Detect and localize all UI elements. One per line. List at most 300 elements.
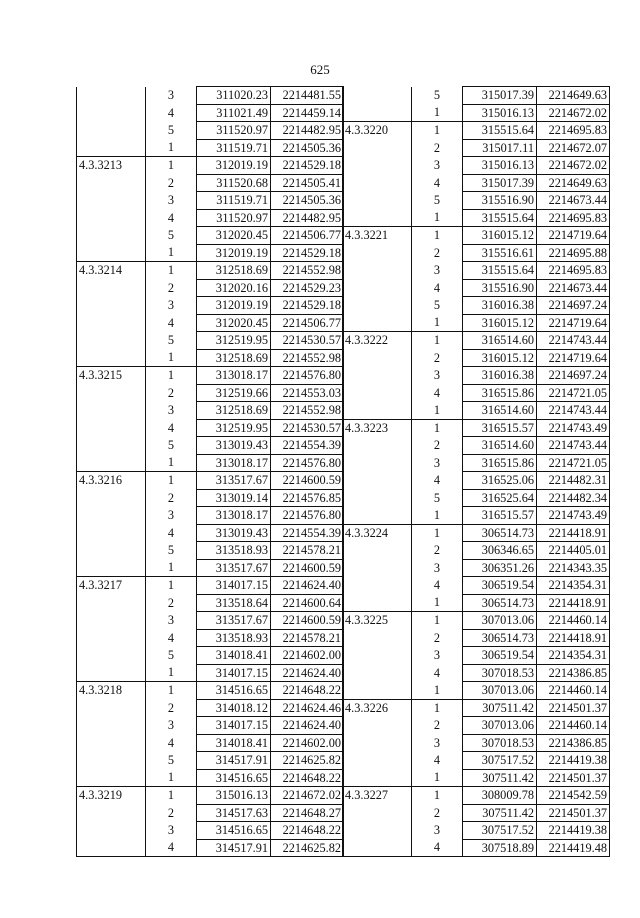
section-id-cell <box>343 489 412 507</box>
x-coordinate-cell: 316525.06 <box>463 472 537 490</box>
y-coordinate-cell: 2214419.38 <box>537 822 610 840</box>
point-number-cell: 1 <box>167 788 175 803</box>
section-id-cell: 4.3.3221 <box>343 227 412 245</box>
x-coordinate-cell: 316514.60 <box>463 437 537 455</box>
x-coordinate-cell: 315516.61 <box>463 244 537 262</box>
table-row <box>343 402 610 420</box>
point-number-cell: 4 <box>433 175 441 190</box>
y-coordinate-cell: 2214386.85 <box>537 664 610 682</box>
table-body <box>343 87 610 857</box>
point-number-cell: 3 <box>167 823 175 837</box>
y-coordinate-cell: 2214482.34 <box>537 489 610 507</box>
x-coordinate-cell: 307013.06 <box>463 612 537 630</box>
y-coordinate-cell: 2214602.00 <box>271 734 344 752</box>
section-id-cell <box>343 209 412 227</box>
y-coordinate-cell: 2214419.38 <box>537 752 610 770</box>
section-id-cell <box>77 769 146 787</box>
y-coordinate-cell: 2214343.35 <box>537 559 610 577</box>
y-coordinate-cell: 2214481.55 <box>271 87 344 105</box>
section-id-cell <box>343 734 412 752</box>
y-coordinate-cell: 2214695.83 <box>537 122 610 140</box>
point-number-cell: 1 <box>412 402 463 420</box>
y-coordinate-cell: 2214529.18 <box>271 157 344 175</box>
point-number-cell: 1 <box>433 420 441 435</box>
section-id-cell <box>77 752 146 770</box>
y-coordinate-cell: 2214649.63 <box>537 87 610 105</box>
x-coordinate-cell: 313018.17 <box>197 454 271 472</box>
table-row <box>77 384 344 402</box>
y-coordinate-cell: 2214672.02 <box>537 157 610 175</box>
y-coordinate-cell: 2214624.40 <box>271 664 344 682</box>
point-number-cell: 1 <box>412 594 463 612</box>
table-row <box>343 122 610 140</box>
y-coordinate-cell: 2214625.82 <box>271 752 344 770</box>
point-number-cell: 2 <box>433 140 441 155</box>
x-coordinate-cell: 312518.69 <box>197 262 271 280</box>
section-id-cell: 4.3.3213 <box>77 157 146 175</box>
section-id-cell <box>343 104 412 122</box>
section-id-cell <box>343 507 412 525</box>
section-id-cell <box>77 349 146 367</box>
y-coordinate-cell: 2214405.01 <box>537 542 610 560</box>
point-number-cell: 4 <box>412 839 463 857</box>
section-id-cell <box>343 454 412 472</box>
point-number-cell: 2 <box>433 718 441 732</box>
y-coordinate-cell: 2214624.46 <box>271 699 344 717</box>
point-number-cell: 5 <box>433 298 441 312</box>
x-coordinate-cell: 312518.69 <box>197 402 271 420</box>
point-number-cell: 4 <box>433 280 441 295</box>
section-id-cell <box>343 664 412 682</box>
table-row <box>77 717 344 735</box>
y-coordinate-cell: 2214529.18 <box>271 297 344 315</box>
point-number-cell: 3 <box>433 263 441 277</box>
y-coordinate-cell: 2214743.44 <box>537 437 610 455</box>
table-row <box>343 227 610 245</box>
x-coordinate-cell: 314517.63 <box>197 804 271 822</box>
section-id-cell <box>77 804 146 822</box>
point-number-cell: 1 <box>167 263 175 278</box>
table-row <box>343 192 610 210</box>
table-row <box>343 384 610 402</box>
point-number-cell: 2 <box>167 385 175 400</box>
page-number: 625 <box>310 62 330 77</box>
x-coordinate-cell: 315516.90 <box>463 279 537 297</box>
point-number-cell: 2 <box>433 630 441 645</box>
table-row <box>343 594 610 612</box>
x-coordinate-cell: 316515.86 <box>463 454 537 472</box>
point-number-cell: 5 <box>433 490 441 505</box>
y-coordinate-cell: 2214648.22 <box>271 682 344 700</box>
y-coordinate-cell: 2214505.36 <box>271 139 344 157</box>
section-id-cell <box>77 192 146 210</box>
section-id-cell <box>343 559 412 577</box>
x-coordinate-cell: 314516.65 <box>197 822 271 840</box>
point-number-cell: 1 <box>146 769 197 787</box>
table-row <box>343 699 610 717</box>
point-number-cell: 5 <box>167 753 175 767</box>
x-coordinate-cell: 308009.78 <box>463 787 537 805</box>
section-id-cell <box>343 717 412 735</box>
x-coordinate-cell: 314017.15 <box>197 664 271 682</box>
y-coordinate-cell: 2214649.63 <box>537 174 610 192</box>
y-coordinate-cell: 2214600.59 <box>271 612 344 630</box>
section-id-cell <box>77 489 146 507</box>
y-coordinate-cell: 2214530.57 <box>271 419 344 437</box>
section-id-cell <box>343 839 412 857</box>
point-number-cell: 5 <box>167 123 175 137</box>
point-number-cell: 4 <box>146 839 197 857</box>
y-coordinate-cell: 2214721.05 <box>537 454 610 472</box>
point-number-cell: 1 <box>146 244 197 262</box>
point-number-cell: 3 <box>433 735 441 750</box>
table-row <box>77 752 344 770</box>
table-row <box>77 314 344 332</box>
x-coordinate-cell: 313018.17 <box>197 507 271 525</box>
y-coordinate-cell: 2214506.77 <box>271 227 344 245</box>
section-id-cell <box>77 139 146 157</box>
table-row <box>77 542 344 560</box>
table-row <box>343 279 610 297</box>
section-id-cell <box>343 384 412 402</box>
table-row <box>77 839 344 857</box>
point-number-cell: 2 <box>167 805 175 820</box>
table-row <box>77 577 344 595</box>
x-coordinate-cell: 307517.52 <box>463 822 537 840</box>
y-coordinate-cell: 2214506.77 <box>271 314 344 332</box>
table-row <box>77 297 344 315</box>
x-coordinate-cell: 315515.64 <box>463 262 537 280</box>
x-coordinate-cell: 312519.95 <box>197 419 271 437</box>
y-coordinate-cell: 2214460.14 <box>537 612 610 630</box>
point-number-cell: 2 <box>433 543 441 557</box>
section-id-cell <box>343 297 412 315</box>
x-coordinate-cell: 315016.13 <box>463 157 537 175</box>
y-coordinate-cell: 2214552.98 <box>271 402 344 420</box>
point-number-cell: 1 <box>433 700 441 715</box>
point-number-cell: 1 <box>412 314 463 332</box>
section-id-cell <box>343 822 412 840</box>
section-id-cell <box>343 682 412 700</box>
table-row <box>343 647 610 665</box>
point-number-cell: 1 <box>167 368 175 383</box>
x-coordinate-cell: 315515.64 <box>463 122 537 140</box>
y-coordinate-cell: 2214600.59 <box>271 472 344 490</box>
table-row <box>343 209 610 227</box>
point-number-cell: 2 <box>433 245 441 260</box>
table-row <box>343 804 610 822</box>
point-number-cell: 1 <box>433 333 441 348</box>
point-number-cell: 3 <box>433 368 441 382</box>
table-row <box>343 174 610 192</box>
x-coordinate-cell: 307518.89 <box>463 839 537 857</box>
section-id-cell <box>343 402 412 420</box>
point-number-cell: 4 <box>167 525 175 540</box>
table-row <box>77 682 344 700</box>
x-coordinate-cell: 311020.23 <box>197 87 271 105</box>
x-coordinate-cell: 306514.73 <box>463 524 537 542</box>
y-coordinate-cell: 2214578.21 <box>271 542 344 560</box>
section-id-cell <box>343 262 412 280</box>
section-id-cell: 4.3.3226 <box>343 699 412 717</box>
point-number-cell: 2 <box>167 700 175 715</box>
point-number-cell: 1 <box>433 525 441 540</box>
y-coordinate-cell: 2214624.40 <box>271 577 344 595</box>
x-coordinate-cell: 312518.69 <box>197 349 271 367</box>
point-number-cell: 4 <box>167 630 175 645</box>
section-id-cell <box>77 524 146 542</box>
x-coordinate-cell: 311520.68 <box>197 174 271 192</box>
x-coordinate-cell: 311519.71 <box>197 139 271 157</box>
y-coordinate-cell: 2214578.21 <box>271 629 344 647</box>
y-coordinate-cell: 2214505.36 <box>271 192 344 210</box>
table-row <box>343 507 610 525</box>
table-row <box>77 87 344 105</box>
point-number-cell: 4 <box>433 473 441 487</box>
point-number-cell: 4 <box>167 420 175 435</box>
y-coordinate-cell: 2214697.24 <box>537 367 610 385</box>
y-coordinate-cell: 2214505.41 <box>271 174 344 192</box>
section-id-cell <box>77 332 146 350</box>
x-coordinate-cell: 315017.39 <box>463 174 537 192</box>
table-row <box>343 262 610 280</box>
section-id-cell <box>77 734 146 752</box>
section-id-cell <box>343 87 412 105</box>
x-coordinate-cell: 315017.11 <box>463 139 537 157</box>
x-coordinate-cell: 316525.64 <box>463 489 537 507</box>
y-coordinate-cell: 2214719.64 <box>537 314 610 332</box>
table-row <box>77 559 344 577</box>
section-id-cell <box>343 647 412 665</box>
section-id-cell <box>77 279 146 297</box>
section-id-cell <box>343 472 412 490</box>
y-coordinate-cell: 2214576.85 <box>271 489 344 507</box>
section-id-cell <box>343 157 412 175</box>
table-row <box>343 822 610 840</box>
section-id-cell <box>77 664 146 682</box>
section-id-cell <box>343 367 412 385</box>
table-row <box>343 682 610 700</box>
x-coordinate-cell: 312020.16 <box>197 279 271 297</box>
section-id-cell <box>343 542 412 560</box>
point-number-cell: 2 <box>167 490 175 505</box>
table-row <box>343 87 610 105</box>
table-row <box>77 629 344 647</box>
section-id-cell: 4.3.3224 <box>343 524 412 542</box>
section-id-cell <box>343 577 412 595</box>
section-id-cell <box>343 244 412 262</box>
section-id-cell <box>77 104 146 122</box>
point-number-cell: 1 <box>146 454 197 472</box>
table-row <box>343 787 610 805</box>
table-row <box>343 314 610 332</box>
section-id-cell <box>77 629 146 647</box>
table-row <box>77 279 344 297</box>
x-coordinate-cell: 311519.71 <box>197 192 271 210</box>
section-id-cell <box>343 314 412 332</box>
x-coordinate-cell: 306514.73 <box>463 629 537 647</box>
table-row <box>77 664 344 682</box>
table-row <box>343 542 610 560</box>
table-row <box>77 139 344 157</box>
section-id-cell <box>343 174 412 192</box>
table-row <box>343 419 610 437</box>
x-coordinate-cell: 316015.12 <box>463 227 537 245</box>
table-row <box>77 454 344 472</box>
table-row <box>77 192 344 210</box>
y-coordinate-cell: 2214460.14 <box>537 717 610 735</box>
y-coordinate-cell: 2214576.80 <box>271 367 344 385</box>
section-id-cell: 4.3.3214 <box>77 262 146 280</box>
y-coordinate-cell: 2214695.88 <box>537 244 610 262</box>
section-id-cell: 4.3.3217 <box>77 577 146 595</box>
point-number-cell: 1 <box>412 507 463 525</box>
point-number-cell: 1 <box>412 209 463 227</box>
point-number-cell: 1 <box>433 123 441 138</box>
y-coordinate-cell: 2214542.59 <box>537 787 610 805</box>
x-coordinate-cell: 311520.97 <box>197 122 271 140</box>
y-coordinate-cell: 2214482.95 <box>271 209 344 227</box>
x-coordinate-cell: 313517.67 <box>197 472 271 490</box>
x-coordinate-cell: 315516.90 <box>463 192 537 210</box>
y-coordinate-cell: 2214719.64 <box>537 227 610 245</box>
x-coordinate-cell: 311021.49 <box>197 104 271 122</box>
x-coordinate-cell: 314018.41 <box>197 647 271 665</box>
point-number-cell: 2 <box>433 350 441 365</box>
table-body <box>77 87 344 857</box>
table-row <box>343 437 610 455</box>
x-coordinate-cell: 313019.43 <box>197 437 271 455</box>
table-row <box>77 472 344 490</box>
y-coordinate-cell: 2214743.49 <box>537 507 610 525</box>
x-coordinate-cell: 306519.54 <box>463 647 537 665</box>
section-id-cell: 4.3.3225 <box>343 612 412 630</box>
point-number-cell: 1 <box>433 228 441 243</box>
point-number-cell: 5 <box>167 228 175 242</box>
table-row <box>77 787 344 805</box>
table-row <box>77 332 344 350</box>
y-coordinate-cell: 2214673.44 <box>537 192 610 210</box>
table-row <box>77 157 344 175</box>
point-number-cell: 2 <box>167 595 175 610</box>
section-id-cell: 4.3.3219 <box>77 787 146 805</box>
table-row <box>77 769 344 787</box>
table-row <box>343 577 610 595</box>
point-number-cell: 1 <box>167 683 175 698</box>
table-row <box>77 402 344 420</box>
point-number-cell: 3 <box>433 455 441 470</box>
y-coordinate-cell: 2214418.91 <box>537 594 610 612</box>
y-coordinate-cell: 2214625.82 <box>271 839 344 857</box>
point-number-cell: 1 <box>146 139 197 157</box>
x-coordinate-cell: 315016.13 <box>197 787 271 805</box>
table-row <box>77 209 344 227</box>
x-coordinate-cell: 312020.45 <box>197 314 271 332</box>
section-id-cell <box>343 349 412 367</box>
section-id-cell <box>77 612 146 630</box>
table-row <box>77 822 344 840</box>
x-coordinate-cell: 316515.57 <box>463 507 537 525</box>
point-number-cell: 1 <box>433 788 441 803</box>
y-coordinate-cell: 2214459.14 <box>271 104 344 122</box>
section-id-cell <box>77 384 146 402</box>
point-number-cell: 5 <box>167 438 175 452</box>
x-coordinate-cell: 314017.15 <box>197 577 271 595</box>
section-id-cell: 4.3.3223 <box>343 419 412 437</box>
x-coordinate-cell: 307013.06 <box>463 682 537 700</box>
point-number-cell: 3 <box>167 508 175 522</box>
section-id-cell <box>77 647 146 665</box>
section-id-cell <box>77 822 146 840</box>
table-row <box>77 244 344 262</box>
section-id-cell: 4.3.3227 <box>343 787 412 805</box>
table-row <box>77 594 344 612</box>
y-coordinate-cell: 2214554.39 <box>271 437 344 455</box>
x-coordinate-cell: 313019.43 <box>197 524 271 542</box>
table-row <box>77 104 344 122</box>
x-coordinate-cell: 306519.54 <box>463 577 537 595</box>
section-id-cell <box>77 699 146 717</box>
point-number-cell: 3 <box>167 298 175 312</box>
y-coordinate-cell: 2214672.02 <box>537 104 610 122</box>
table-row <box>343 524 610 542</box>
x-coordinate-cell: 313518.93 <box>197 629 271 647</box>
x-coordinate-cell: 307018.53 <box>463 734 537 752</box>
section-id-cell <box>343 437 412 455</box>
section-id-cell <box>343 139 412 157</box>
table-row <box>77 804 344 822</box>
table-row <box>343 752 610 770</box>
table-row <box>343 139 610 157</box>
x-coordinate-cell: 312020.45 <box>197 227 271 245</box>
point-number-cell: 5 <box>433 193 441 207</box>
section-id-cell: 4.3.3218 <box>77 682 146 700</box>
x-coordinate-cell: 313518.93 <box>197 542 271 560</box>
point-number-cell: 1 <box>146 559 197 577</box>
x-coordinate-cell: 306346.65 <box>463 542 537 560</box>
y-coordinate-cell: 2214602.00 <box>271 647 344 665</box>
table-row <box>77 174 344 192</box>
x-coordinate-cell: 316015.12 <box>463 314 537 332</box>
x-coordinate-cell: 311520.97 <box>197 209 271 227</box>
x-coordinate-cell: 307511.42 <box>463 769 537 787</box>
y-coordinate-cell: 2214552.98 <box>271 349 344 367</box>
y-coordinate-cell: 2214482.31 <box>537 472 610 490</box>
x-coordinate-cell: 314018.12 <box>197 699 271 717</box>
table-row <box>77 419 344 437</box>
x-coordinate-cell: 314017.15 <box>197 717 271 735</box>
point-number-cell: 4 <box>433 578 441 592</box>
y-coordinate-cell: 2214501.37 <box>537 699 610 717</box>
point-number-cell: 4 <box>433 753 441 767</box>
y-coordinate-cell: 2214743.44 <box>537 402 610 420</box>
table-row <box>77 262 344 280</box>
point-number-cell: 1 <box>412 769 463 787</box>
x-coordinate-cell: 313517.67 <box>197 612 271 630</box>
x-coordinate-cell: 312519.95 <box>197 332 271 350</box>
x-coordinate-cell: 315016.13 <box>463 104 537 122</box>
x-coordinate-cell: 313019.14 <box>197 489 271 507</box>
x-coordinate-cell: 314517.91 <box>197 752 271 770</box>
x-coordinate-cell: 313018.17 <box>197 367 271 385</box>
table-row <box>77 647 344 665</box>
y-coordinate-cell: 2214672.02 <box>271 787 344 805</box>
point-number-cell: 3 <box>433 648 441 662</box>
x-coordinate-cell: 307517.52 <box>463 752 537 770</box>
point-number-cell: 2 <box>433 438 441 452</box>
point-number-cell: 3 <box>167 193 175 207</box>
x-coordinate-cell: 315017.39 <box>463 87 537 105</box>
